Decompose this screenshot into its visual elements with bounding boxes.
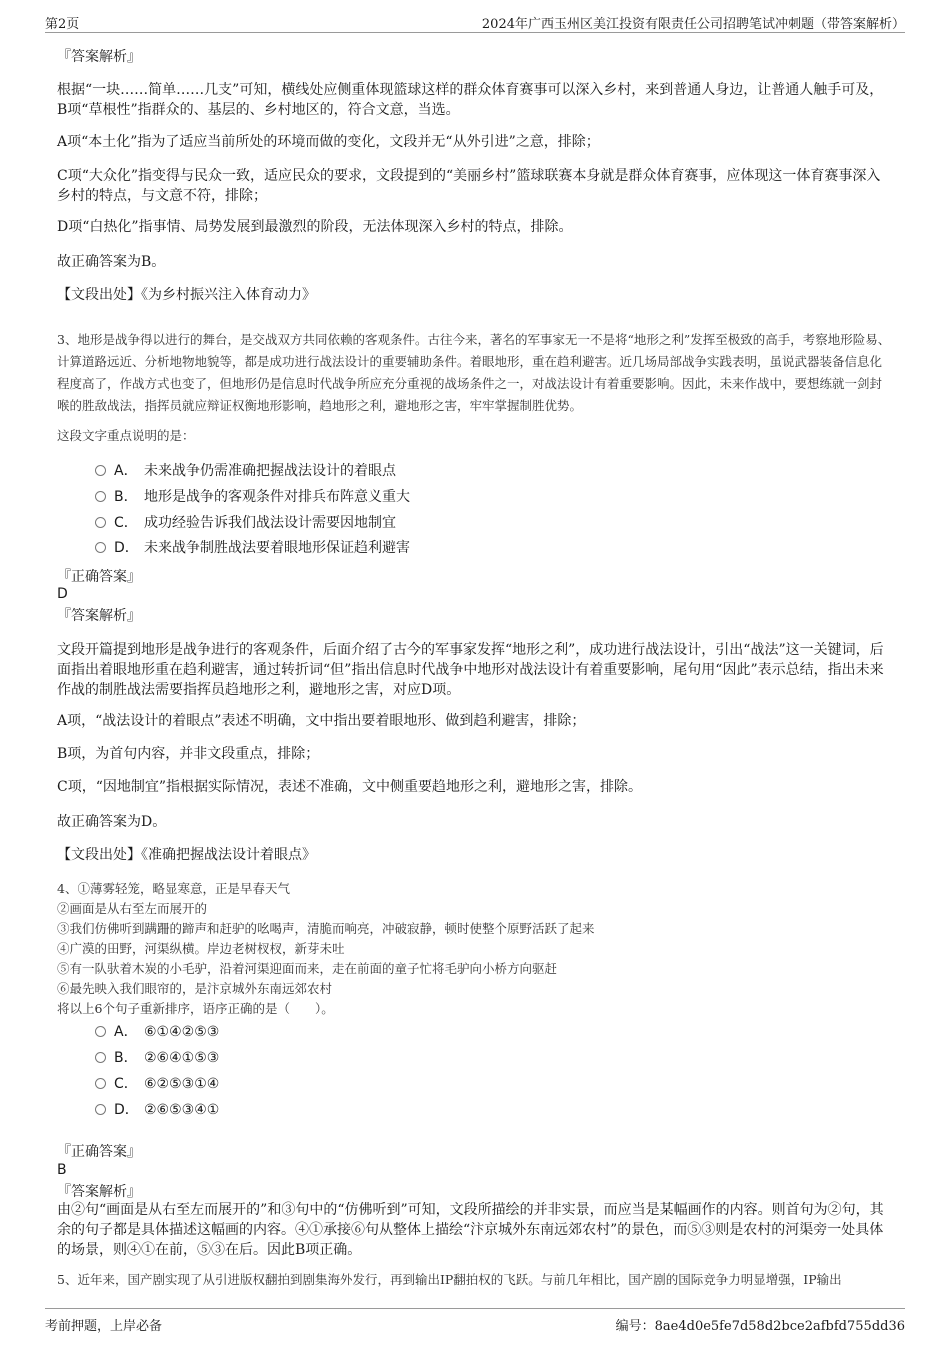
document-id: 编号：8ae4d0e5fe7d58d2bce2afbfd755dd36 <box>615 1319 905 1334</box>
q3-question: 这段文字重点说明的是： <box>57 428 195 443</box>
option-letter: B． <box>114 1050 138 1066</box>
radio-icon[interactable] <box>95 542 106 553</box>
option-text: 成功经验告诉我们战法设计需要因地制宜 <box>144 515 396 531</box>
radio-icon[interactable] <box>95 1052 106 1063</box>
q4-analysis: 由②句“画面是从右至左而展开的”和③句中的“仿佛听到”可知，文段所描绘的并非实景，而应当是某幅画作的内容。则首句为②句，其余的句子都是具体描述这幅画的内容。④①承接⑥句从整体上描绘“汴京城外东南远郊农村”的景色，而⑤③则是农村的河渠旁一处具体的场景，则④①在前，⑤③在后。因此B项正确。 <box>57 1202 884 1258</box>
option-text: 地形是战争的客观条件对排兵布阵意义重大 <box>144 489 410 505</box>
option-text: ⑥②⑤③①④ <box>144 1076 220 1092</box>
option-letter: C． <box>114 1076 138 1092</box>
q2-analysis-para-2: A项“本土化”指为了适应当前所处的环境而做的变化，文段并无“从外引进”之意，排除； <box>57 134 600 150</box>
option-text: 未来战争仍需准确把握战法设计的着眼点 <box>144 463 396 479</box>
q2-source: 【文段出处】《为乡村振兴注入体育动力》 <box>57 287 316 303</box>
q4-instruction: 将以上6个句子重新排序，语序正确的是（ ）。 <box>57 1001 334 1016</box>
footer-slogan: 考前押题，上岸必备 <box>45 1319 163 1334</box>
q3-analysis-para-1: 文段开篇提到地形是战争进行的客观条件，后面介绍了古今的军事家发挥“地形之利”，成功进行战法设计，引出“战法”这一关键词，后面指出着眼地形重在趋利避害，通过转折词“但”指出信息时代战争中地形对战法设计有着重要影响，尾句用“因此”表示总结，指出未来作战的制胜战法需要指挥员趋地形之利，避地形之害，对应D项。 <box>57 642 884 698</box>
q3-answer-label: 『正确答案』 <box>57 569 141 585</box>
q3-option-a[interactable] <box>95 461 396 481</box>
q3-analysis-para-3: B项，为首句内容，并非文段重点，排除； <box>57 746 320 762</box>
option-text: ⑥①④②⑤③ <box>144 1024 220 1040</box>
page-number: 第2页 <box>45 17 80 32</box>
q2-analysis-para-3: C项“大众化”指变得与民众一致，适应民众的要求，文段提到的“美丽乡村”篮球联赛本身就是群众体育赛事，应体现这一体育赛事深入乡村的特点，与文意不符，排除； <box>57 168 881 204</box>
radio-icon[interactable] <box>95 491 106 502</box>
option-text: 未来战争制胜战法要着眼地形保证趋利避害 <box>144 540 410 556</box>
q5-stem: 5、近年来，国产剧实现了从引进版权翻拍到剧集海外发行，再到输出IP翻拍权的飞跃。与前几年相比，国产剧的国际竞争力明显增强，IP输出 <box>57 1272 842 1287</box>
q2-analysis-para-5: 故正确答案为B。 <box>57 254 166 270</box>
radio-icon[interactable] <box>95 1078 106 1089</box>
q4-line-4: ④广漠的田野，河渠纵横。岸边老树杈杈，新芽未吐 <box>57 941 345 956</box>
q4-line-1: 4、①薄雾轻笼，略显寒意，正是早春天气 <box>57 881 290 896</box>
radio-icon[interactable] <box>95 1026 106 1037</box>
q4-line-5: ⑤有一队驮着木炭的小毛驴，沿着河渠迎面而来，走在前面的童子忙将毛驴向小桥方向驱赶 <box>57 961 558 976</box>
q4-option-d[interactable] <box>95 1100 219 1120</box>
q3-option-b[interactable] <box>95 487 410 507</box>
q4-analysis-label: 『答案解析』 <box>57 1184 141 1200</box>
q3-option-d[interactable] <box>95 538 410 558</box>
option-text: ②⑥⑤③④① <box>144 1102 220 1118</box>
option-letter: C． <box>114 515 138 531</box>
q4-line-6: ⑥最先映入我们眼帘的，是汴京城外东南远郊农村 <box>57 981 333 996</box>
q3-analysis-para-2: A项，“战法设计的着眼点”表述不明确，文中指出要着眼地形、做到趋利避害，排除； <box>57 713 586 729</box>
q3-analysis-para-5: 故正确答案为D。 <box>57 814 167 830</box>
q4-option-b[interactable] <box>95 1048 219 1068</box>
option-text: ②⑥④①⑤③ <box>144 1050 220 1066</box>
q2-analysis-label: 『答案解析』 <box>57 49 141 65</box>
q2-analysis-para-1: 根据“一块……简单……几支”可知，横线处应侧重体现篮球这样的群众体育赛事可以深入乡村，来到普通人身边，让普通人触手可及，B项“草根性”指群众的、基层的、乡村地区的，符合文意，当选。 <box>57 82 884 118</box>
q4-answer: B <box>57 1162 67 1178</box>
q4-answer-label: 『正确答案』 <box>57 1144 141 1160</box>
radio-icon[interactable] <box>95 1104 106 1115</box>
option-letter: D． <box>114 1102 139 1118</box>
q4-option-a[interactable] <box>95 1022 219 1042</box>
document-title: 2024年广西玉州区美江投资有限责任公司招聘笔试冲刺题（带答案解析） <box>481 17 905 32</box>
radio-icon[interactable] <box>95 465 106 476</box>
page-footer <box>45 1308 905 1333</box>
q3-answer: D <box>57 586 68 602</box>
q2-analysis-para-4: D项“白热化”指事情、局势发展到最激烈的阶段，无法体现深入乡村的特点，排除。 <box>57 219 573 235</box>
option-letter: A． <box>114 463 138 479</box>
q3-option-c[interactable] <box>95 513 396 533</box>
q3-source: 【文段出处】《准确把握战法设计着眼点》 <box>57 847 316 863</box>
q3-analysis-label: 『答案解析』 <box>57 608 141 624</box>
option-letter: B． <box>114 489 138 505</box>
option-letter: D． <box>114 540 139 556</box>
q4-line-3: ③我们仿佛听到蹒跚的蹄声和赶驴的吆喝声，清脆而响亮，冲破寂静，顿时使整个原野活跃了起来 <box>57 921 595 936</box>
q4-option-c[interactable] <box>95 1074 219 1094</box>
radio-icon[interactable] <box>95 517 106 528</box>
q3-stem: 3、地形是战争得以进行的舞台，是交战双方共同依赖的客观条件。古往今来，著名的军事家无一不是将“地形之利”发挥至极致的高手，考察地形险易、计算道路远近、分析地物地貌等，都是成功进行战法设计的重要辅助条件。着眼地形，重在趋利避害。近几场局部战争实践表明，虽说武器装备信息化程度高了，作战方式也变了，但地形仍是信息时代战争所应充分重视的战场条件之一，对战法设计有着重要影响。因此，未来作战中，要想练就一剑封喉的胜敌战法，指挥员就应辩证权衡地形影响，趋地形之利，避地形之害，牢牢掌握制胜优势。 <box>57 332 891 413</box>
q3-analysis-para-4: C项，“因地制宜”指根据实际情况，表述不准确，文中侧重要趋地形之利，避地形之害，排除。 <box>57 779 643 795</box>
q4-line-2: ②画面是从右至左而展开的 <box>57 901 208 916</box>
option-letter: A． <box>114 1024 138 1040</box>
